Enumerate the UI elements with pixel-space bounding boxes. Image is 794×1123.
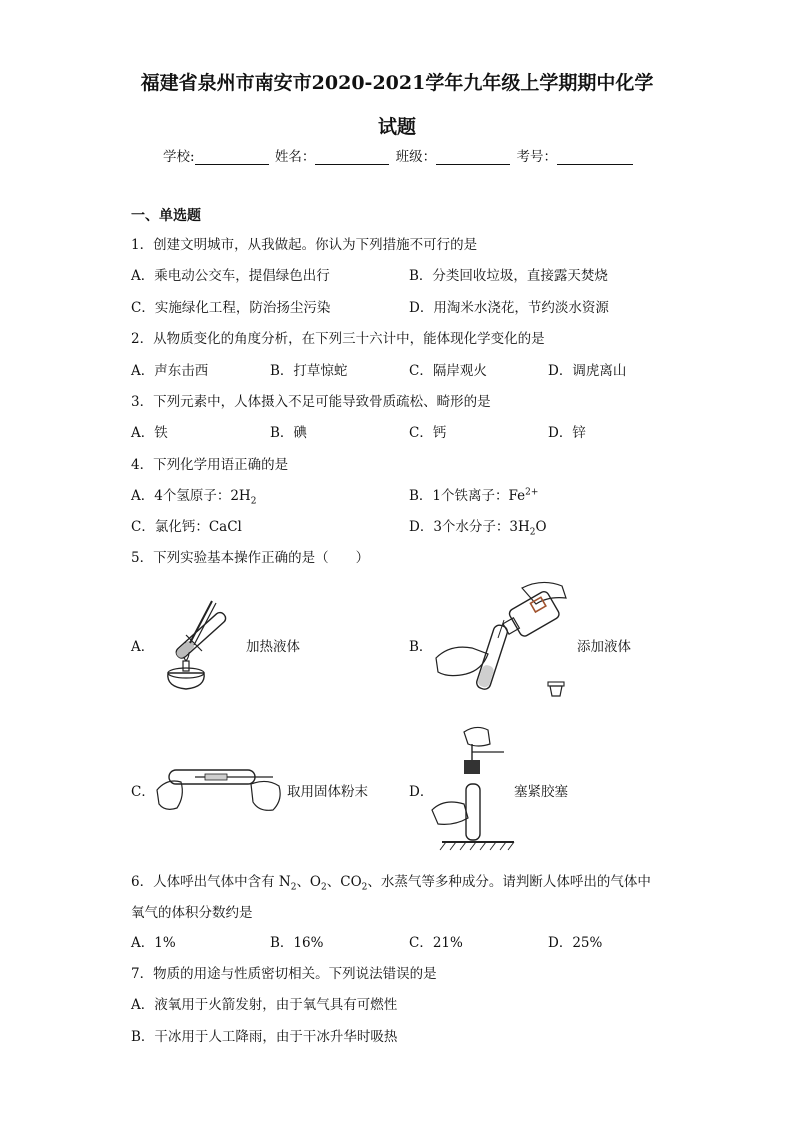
q2-option-d: D．调虎离山	[548, 363, 627, 379]
q1-option-a: A．乘电动公交车，提倡绿色出行	[131, 268, 330, 284]
q1-option-c: C．实施绿化工程，防治扬尘污染	[131, 300, 331, 316]
q6-option-c: C．21%	[409, 935, 463, 951]
q2-option-a: A．声东击西	[131, 363, 209, 379]
q5-option-c-caption: 取用固体粉末	[287, 784, 368, 800]
heating-liquid-illustration	[150, 595, 240, 695]
q4-option-c: C．氯化钙：CaCl	[131, 519, 242, 535]
q5-option-d-letter: D．	[409, 784, 434, 800]
number-blank[interactable]	[557, 150, 633, 165]
q5-option-c-letter: C．	[131, 784, 155, 800]
q1-option-b: B．分类回收垃圾，直接露天焚烧	[409, 268, 608, 284]
q5-option-a-caption: 加热液体	[246, 639, 300, 655]
adding-liquid-illustration	[432, 574, 572, 706]
number-label: 考号：	[516, 149, 557, 165]
q4-option-b: B．1个铁离子：$Fe^{2+}$	[409, 487, 539, 504]
section-title: 一、单选题	[131, 208, 201, 224]
q2-stem: 2．从物质变化的角度分析，在下列三十六计中，能体现化学变化的是	[131, 331, 545, 347]
page-title-line1: 福建省泉州市南安市2020-2021学年九年级上学期期中化学	[140, 72, 654, 94]
q7-option-a: A．液氧用于火箭发射，由于氧气具有可燃性	[131, 997, 398, 1013]
school-label: 学校:	[163, 149, 195, 165]
q2-option-c: C．隔岸观火	[409, 363, 487, 379]
q7-stem: 7．物质的用途与性质密切相关。下列说法错误的是	[131, 966, 437, 982]
name-blank[interactable]	[315, 150, 389, 165]
q3-stem: 3．下列元素中，人体摄入不足可能导致骨质疏松、畸形的是	[131, 394, 491, 410]
q6-stem-line2: 氧气的体积分数约是	[131, 905, 253, 921]
q5-option-b-caption: 添加液体	[577, 639, 631, 655]
class-blank[interactable]	[436, 150, 510, 165]
q2-option-b: B．打草惊蛇	[270, 363, 348, 379]
q6-stem: 6．人体呼出气体中含有 $N_2$、$O_2$、$CO_2$、水蒸气等多种成分。请判断人体呼出的气体中	[131, 874, 651, 893]
q6-option-b: B．16%	[270, 935, 324, 951]
q3-option-a: A．铁	[131, 425, 168, 441]
q3-option-b: B．碘	[270, 425, 307, 441]
q7-option-b: B．干冰用于人工降雨，由于干冰升华时吸热	[131, 1029, 398, 1045]
school-blank[interactable]	[195, 150, 269, 165]
student-info	[163, 145, 635, 165]
q6-option-a: A．1%	[131, 935, 176, 951]
q5-stem: 5．下列实验基本操作正确的是（ ）	[131, 550, 370, 566]
q5-option-a-letter: A．	[131, 639, 155, 655]
q4-option-a: A．4个氢原子：$2H_2$	[131, 488, 257, 507]
q6-option-d: D．25%	[548, 935, 603, 951]
q4-stem: 4．下列化学用语正确的是	[131, 457, 289, 473]
q4-option-d: D．3个水分子：$3H_2O$	[409, 519, 547, 538]
solid-powder-illustration	[155, 760, 285, 818]
q3-option-c: C．钙	[409, 425, 447, 441]
q5-option-b-letter: B．	[409, 639, 433, 655]
q3-option-d: D．锌	[548, 425, 586, 441]
page-title-line2: 试题	[377, 116, 416, 138]
q1-stem: 1．创建文明城市，从我做起。你认为下列措施不可行的是	[131, 237, 478, 253]
insert-stopper-illustration	[428, 724, 518, 854]
class-label: 班级：	[395, 149, 437, 165]
q1-option-d: D．用淘米水浇花，节约淡水资源	[409, 300, 609, 316]
q5-option-d-caption: 塞紧胶塞	[514, 784, 568, 800]
name-label: 姓名：	[274, 149, 316, 165]
